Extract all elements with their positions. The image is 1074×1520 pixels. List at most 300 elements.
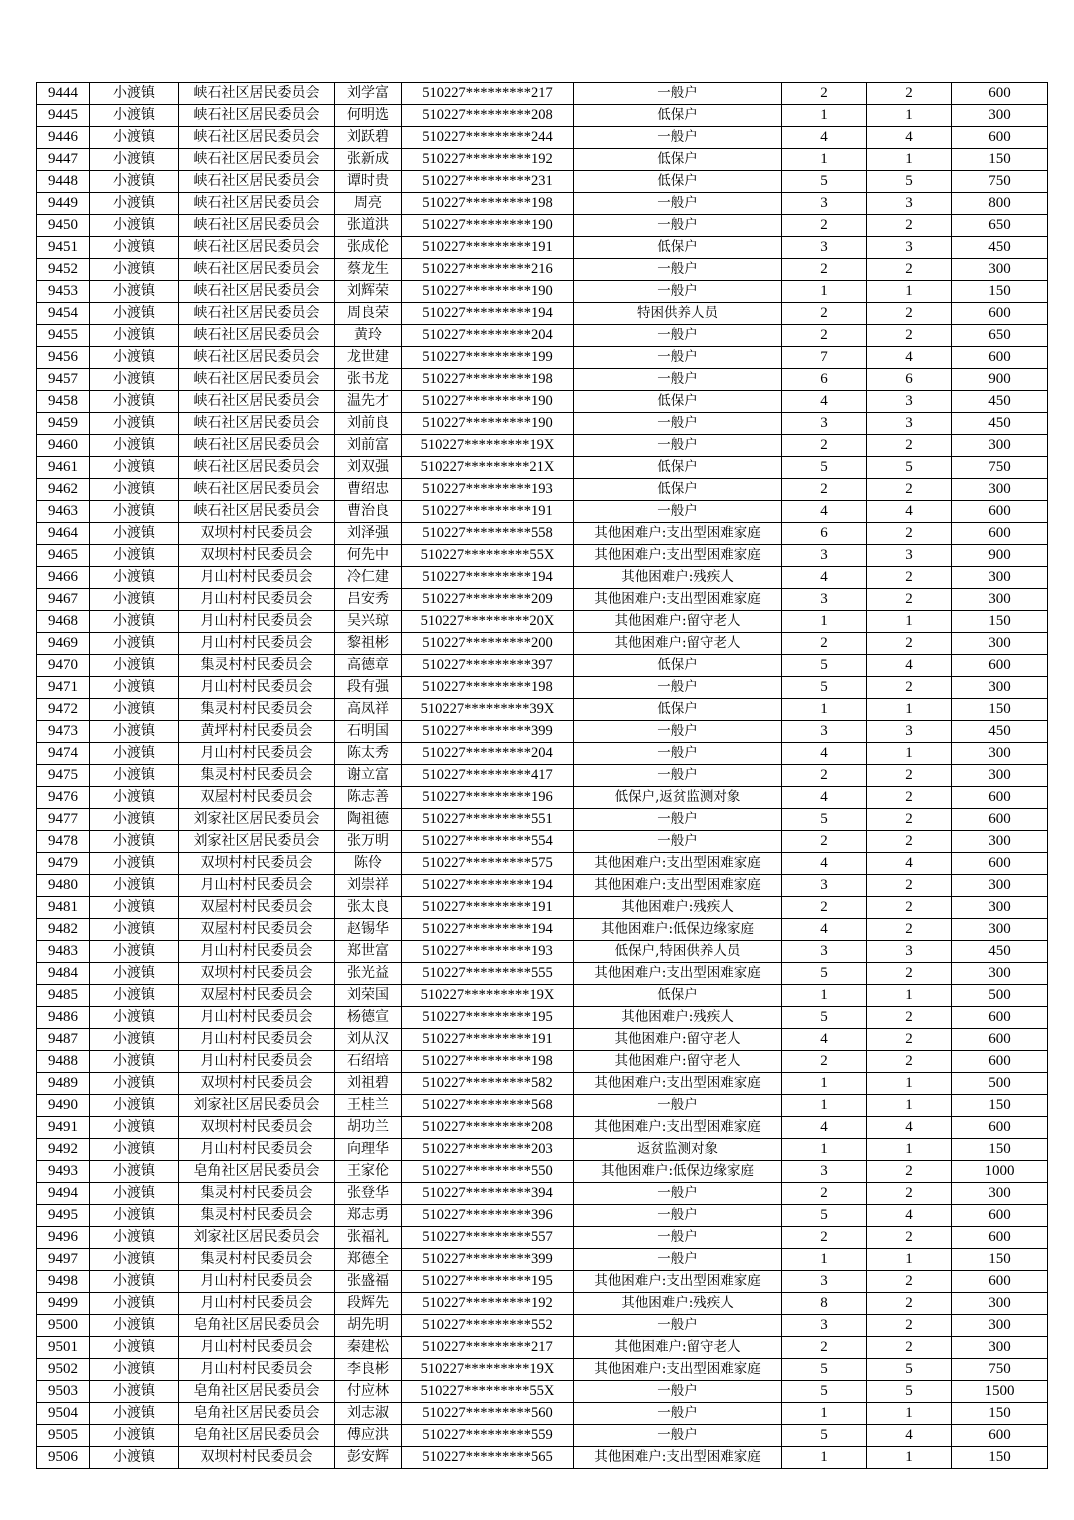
committee-cell: 月山村村民委员会 [179,1337,335,1359]
amount-cell: 300 [952,875,1048,897]
committee-cell: 刘家社区居民委员会 [179,809,335,831]
beneficiary-count-cell: 2 [867,1007,952,1029]
amount-cell: 900 [952,369,1048,391]
table-row [37,831,1048,853]
town-cell: 小渡镇 [90,215,179,237]
household-type-cell: 低保户 [574,985,782,1007]
household-size-cell: 4 [782,853,867,875]
beneficiary-count-cell: 2 [867,1271,952,1293]
amount-cell: 300 [952,1315,1048,1337]
table-row [37,1007,1048,1029]
committee-cell: 集灵村村民委员会 [179,765,335,787]
household-size-cell: 2 [782,479,867,501]
amount-cell: 450 [952,941,1048,963]
table-row [37,677,1048,699]
table-row [37,655,1048,677]
amount-cell: 600 [952,303,1048,325]
town-cell: 小渡镇 [90,457,179,479]
beneficiary-count-cell: 1 [867,1139,952,1161]
name-cell: 刘前良 [335,413,402,435]
household-type-cell: 一般户 [574,765,782,787]
household-type-cell: 一般户 [574,347,782,369]
household-type-cell: 一般户 [574,215,782,237]
amount-cell: 600 [952,127,1048,149]
id-number-cell: 510227*********190 [402,281,574,303]
household-type-cell: 一般户 [574,325,782,347]
name-cell: 陈伶 [335,853,402,875]
table-row [37,435,1048,457]
serial-number-cell: 9490 [37,1095,90,1117]
household-size-cell: 3 [782,1271,867,1293]
id-number-cell: 510227*********20X [402,611,574,633]
town-cell: 小渡镇 [90,897,179,919]
household-size-cell: 2 [782,1337,867,1359]
table-row [37,237,1048,259]
committee-cell: 月山村村民委员会 [179,611,335,633]
table-row [37,963,1048,985]
beneficiary-count-cell: 2 [867,589,952,611]
id-number-cell: 510227*********558 [402,523,574,545]
household-size-cell: 3 [782,1161,867,1183]
serial-number-cell: 9488 [37,1051,90,1073]
id-number-cell: 510227*********195 [402,1007,574,1029]
town-cell: 小渡镇 [90,875,179,897]
town-cell: 小渡镇 [90,369,179,391]
id-number-cell: 510227*********19X [402,1359,574,1381]
id-number-cell: 510227*********209 [402,589,574,611]
household-size-cell: 2 [782,1183,867,1205]
household-type-cell: 其他困难户:留守老人 [574,611,782,633]
committee-cell: 峡石社区居民委员会 [179,457,335,479]
table-row [37,171,1048,193]
household-size-cell: 3 [782,413,867,435]
serial-number-cell: 9497 [37,1249,90,1271]
serial-number-cell: 9454 [37,303,90,325]
committee-cell: 月山村村民委员会 [179,1359,335,1381]
table-row [37,1271,1048,1293]
household-size-cell: 2 [782,1227,867,1249]
household-type-cell: 低保户 [574,171,782,193]
id-number-cell: 510227*********198 [402,1051,574,1073]
household-type-cell: 一般户 [574,281,782,303]
name-cell: 刘泽强 [335,523,402,545]
id-number-cell: 510227*********565 [402,1447,574,1469]
beneficiary-count-cell: 3 [867,545,952,567]
serial-number-cell: 9485 [37,985,90,1007]
household-size-cell: 5 [782,677,867,699]
serial-number-cell: 9502 [37,1359,90,1381]
serial-number-cell: 9476 [37,787,90,809]
beneficiary-count-cell: 1 [867,1403,952,1425]
serial-number-cell: 9451 [37,237,90,259]
serial-number-cell: 9459 [37,413,90,435]
household-type-cell: 低保户 [574,391,782,413]
table-row [37,545,1048,567]
committee-cell: 双坝村村民委员会 [179,545,335,567]
name-cell: 石明国 [335,721,402,743]
serial-number-cell: 9479 [37,853,90,875]
town-cell: 小渡镇 [90,347,179,369]
beneficiary-count-cell: 2 [867,215,952,237]
id-number-cell: 510227*********194 [402,875,574,897]
household-size-cell: 5 [782,809,867,831]
committee-cell: 月山村村民委员会 [179,589,335,611]
serial-number-cell: 9501 [37,1337,90,1359]
amount-cell: 150 [952,699,1048,721]
name-cell: 高凤祥 [335,699,402,721]
household-type-cell: 其他困难户:残疾人 [574,1293,782,1315]
town-cell: 小渡镇 [90,435,179,457]
committee-cell: 月山村村民委员会 [179,1139,335,1161]
serial-number-cell: 9503 [37,1381,90,1403]
serial-number-cell: 9495 [37,1205,90,1227]
household-size-cell: 2 [782,633,867,655]
beneficiary-count-cell: 4 [867,1117,952,1139]
id-number-cell: 510227*********204 [402,743,574,765]
beneficiary-count-cell: 2 [867,1315,952,1337]
household-size-cell: 5 [782,171,867,193]
household-type-cell: 其他困难户:支出型困难家庭 [574,589,782,611]
id-number-cell: 510227*********19X [402,985,574,1007]
household-type-cell: 低保户 [574,655,782,677]
serial-number-cell: 9478 [37,831,90,853]
id-number-cell: 510227*********399 [402,721,574,743]
town-cell: 小渡镇 [90,523,179,545]
serial-number-cell: 9448 [37,171,90,193]
beneficiary-count-cell: 2 [867,633,952,655]
amount-cell: 600 [952,655,1048,677]
town-cell: 小渡镇 [90,1007,179,1029]
beneficiary-count-cell: 3 [867,193,952,215]
committee-cell: 月山村村民委员会 [179,1271,335,1293]
table-row [37,369,1048,391]
amount-cell: 300 [952,1293,1048,1315]
household-type-cell: 一般户 [574,1315,782,1337]
beneficiary-count-cell: 2 [867,677,952,699]
household-size-cell: 5 [782,1359,867,1381]
beneficiary-count-cell: 4 [867,655,952,677]
table-row [37,567,1048,589]
beneficiary-count-cell: 4 [867,127,952,149]
town-cell: 小渡镇 [90,589,179,611]
name-cell: 张万明 [335,831,402,853]
household-type-cell: 一般户 [574,413,782,435]
table-row [37,1205,1048,1227]
household-size-cell: 5 [782,1425,867,1447]
id-number-cell: 510227*********198 [402,677,574,699]
household-type-cell: 其他困难户:留守老人 [574,1029,782,1051]
amount-cell: 450 [952,721,1048,743]
amount-cell: 150 [952,149,1048,171]
household-table [36,82,1048,1469]
id-number-cell: 510227*********582 [402,1073,574,1095]
town-cell: 小渡镇 [90,699,179,721]
household-size-cell: 3 [782,589,867,611]
name-cell: 蔡龙生 [335,259,402,281]
serial-number-cell: 9472 [37,699,90,721]
amount-cell: 1000 [952,1161,1048,1183]
household-type-cell: 低保户,返贫监测对象 [574,787,782,809]
table-row [37,1117,1048,1139]
serial-number-cell: 9458 [37,391,90,413]
household-type-cell: 低保户 [574,237,782,259]
household-type-cell: 其他困难户:留守老人 [574,1337,782,1359]
amount-cell: 600 [952,853,1048,875]
id-number-cell: 510227*********555 [402,963,574,985]
table-row [37,193,1048,215]
id-number-cell: 510227*********244 [402,127,574,149]
table-row [37,1095,1048,1117]
serial-number-cell: 9470 [37,655,90,677]
name-cell: 王桂兰 [335,1095,402,1117]
amount-cell: 750 [952,171,1048,193]
serial-number-cell: 9446 [37,127,90,149]
name-cell: 郑德全 [335,1249,402,1271]
household-type-cell: 一般户 [574,677,782,699]
beneficiary-count-cell: 1 [867,611,952,633]
id-number-cell: 510227*********204 [402,325,574,347]
id-number-cell: 510227*********194 [402,919,574,941]
committee-cell: 双屋村村民委员会 [179,919,335,941]
id-number-cell: 510227*********191 [402,1029,574,1051]
household-size-cell: 2 [782,325,867,347]
name-cell: 曹治良 [335,501,402,523]
beneficiary-count-cell: 1 [867,1447,952,1469]
household-size-cell: 5 [782,1205,867,1227]
household-size-cell: 1 [782,611,867,633]
town-cell: 小渡镇 [90,1183,179,1205]
table-body [37,83,1048,1469]
amount-cell: 450 [952,391,1048,413]
household-type-cell: 低保户,特困供养人员 [574,941,782,963]
beneficiary-count-cell: 1 [867,743,952,765]
id-number-cell: 510227*********208 [402,105,574,127]
beneficiary-count-cell: 2 [867,1337,952,1359]
household-type-cell: 其他困难户:支出型困难家庭 [574,875,782,897]
amount-cell: 600 [952,1227,1048,1249]
id-number-cell: 510227*********399 [402,1249,574,1271]
town-cell: 小渡镇 [90,281,179,303]
name-cell: 刘志淑 [335,1403,402,1425]
town-cell: 小渡镇 [90,985,179,1007]
beneficiary-count-cell: 4 [867,1425,952,1447]
amount-cell: 800 [952,193,1048,215]
household-size-cell: 5 [782,1007,867,1029]
town-cell: 小渡镇 [90,325,179,347]
beneficiary-count-cell: 3 [867,413,952,435]
table-row [37,589,1048,611]
name-cell: 刘学富 [335,83,402,105]
serial-number-cell: 9460 [37,435,90,457]
id-number-cell: 510227*********191 [402,501,574,523]
household-type-cell: 其他困难户:支出型困难家庭 [574,853,782,875]
amount-cell: 300 [952,567,1048,589]
name-cell: 石绍培 [335,1051,402,1073]
beneficiary-count-cell: 2 [867,765,952,787]
committee-cell: 月山村村民委员会 [179,743,335,765]
id-number-cell: 510227*********217 [402,1337,574,1359]
household-type-cell: 一般户 [574,809,782,831]
id-number-cell: 510227*********203 [402,1139,574,1161]
town-cell: 小渡镇 [90,611,179,633]
amount-cell: 150 [952,611,1048,633]
town-cell: 小渡镇 [90,1029,179,1051]
household-type-cell: 其他困难户:支出型困难家庭 [574,545,782,567]
table-row [37,1139,1048,1161]
household-type-cell: 其他困难户:留守老人 [574,1051,782,1073]
id-number-cell: 510227*********55X [402,1381,574,1403]
household-size-cell: 2 [782,435,867,457]
committee-cell: 刘家社区居民委员会 [179,1095,335,1117]
town-cell: 小渡镇 [90,501,179,523]
beneficiary-count-cell: 2 [867,1051,952,1073]
town-cell: 小渡镇 [90,743,179,765]
amount-cell: 600 [952,1271,1048,1293]
household-size-cell: 4 [782,743,867,765]
serial-number-cell: 9449 [37,193,90,215]
committee-cell: 峡石社区居民委员会 [179,303,335,325]
amount-cell: 1500 [952,1381,1048,1403]
amount-cell: 300 [952,1183,1048,1205]
amount-cell: 150 [952,1403,1048,1425]
name-cell: 段有强 [335,677,402,699]
id-number-cell: 510227*********193 [402,479,574,501]
name-cell: 刘祖碧 [335,1073,402,1095]
serial-number-cell: 9492 [37,1139,90,1161]
table-row [37,1183,1048,1205]
serial-number-cell: 9461 [37,457,90,479]
amount-cell: 300 [952,633,1048,655]
amount-cell: 300 [952,919,1048,941]
id-number-cell: 510227*********191 [402,897,574,919]
household-size-cell: 3 [782,941,867,963]
household-size-cell: 2 [782,765,867,787]
household-size-cell: 3 [782,545,867,567]
household-type-cell: 其他困难户:支出型困难家庭 [574,523,782,545]
town-cell: 小渡镇 [90,545,179,567]
name-cell: 陈太秀 [335,743,402,765]
household-type-cell: 其他困难户:支出型困难家庭 [574,1271,782,1293]
table-row [37,413,1048,435]
household-size-cell: 2 [782,303,867,325]
household-type-cell: 其他困难户:支出型困难家庭 [574,963,782,985]
household-type-cell: 其他困难户:低保边缘家庭 [574,919,782,941]
committee-cell: 月山村村民委员会 [179,1293,335,1315]
committee-cell: 峡石社区居民委员会 [179,479,335,501]
town-cell: 小渡镇 [90,655,179,677]
town-cell: 小渡镇 [90,105,179,127]
table-row [37,1227,1048,1249]
beneficiary-count-cell: 5 [867,457,952,479]
committee-cell: 月山村村民委员会 [179,941,335,963]
committee-cell: 双屋村村民委员会 [179,787,335,809]
beneficiary-count-cell: 3 [867,237,952,259]
name-cell: 傅应洪 [335,1425,402,1447]
name-cell: 杨德宣 [335,1007,402,1029]
town-cell: 小渡镇 [90,413,179,435]
household-type-cell: 一般户 [574,721,782,743]
name-cell: 张新成 [335,149,402,171]
amount-cell: 150 [952,1249,1048,1271]
name-cell: 郑志勇 [335,1205,402,1227]
beneficiary-count-cell: 4 [867,501,952,523]
serial-number-cell: 9493 [37,1161,90,1183]
beneficiary-count-cell: 1 [867,1095,952,1117]
id-number-cell: 510227*********417 [402,765,574,787]
household-type-cell: 一般户 [574,1425,782,1447]
amount-cell: 750 [952,457,1048,479]
committee-cell: 皂角社区居民委员会 [179,1315,335,1337]
serial-number-cell: 9447 [37,149,90,171]
id-number-cell: 510227*********198 [402,193,574,215]
amount-cell: 600 [952,523,1048,545]
household-type-cell: 一般户 [574,1205,782,1227]
serial-number-cell: 9475 [37,765,90,787]
beneficiary-count-cell: 1 [867,985,952,1007]
name-cell: 彭安辉 [335,1447,402,1469]
town-cell: 小渡镇 [90,1161,179,1183]
amount-cell: 600 [952,1425,1048,1447]
committee-cell: 刘家社区居民委员会 [179,1227,335,1249]
beneficiary-count-cell: 5 [867,1381,952,1403]
serial-number-cell: 9474 [37,743,90,765]
amount-cell: 150 [952,1139,1048,1161]
amount-cell: 650 [952,325,1048,347]
town-cell: 小渡镇 [90,149,179,171]
id-number-cell: 510227*********568 [402,1095,574,1117]
name-cell: 张太良 [335,897,402,919]
name-cell: 刘前富 [335,435,402,457]
town-cell: 小渡镇 [90,1205,179,1227]
committee-cell: 皂角社区居民委员会 [179,1425,335,1447]
beneficiary-count-cell: 2 [867,325,952,347]
name-cell: 付应林 [335,1381,402,1403]
town-cell: 小渡镇 [90,633,179,655]
amount-cell: 300 [952,589,1048,611]
town-cell: 小渡镇 [90,809,179,831]
town-cell: 小渡镇 [90,1095,179,1117]
town-cell: 小渡镇 [90,303,179,325]
name-cell: 高德章 [335,655,402,677]
name-cell: 郑世富 [335,941,402,963]
table-row [37,1337,1048,1359]
name-cell: 王家伦 [335,1161,402,1183]
table-row [37,1403,1048,1425]
town-cell: 小渡镇 [90,259,179,281]
beneficiary-count-cell: 2 [867,897,952,919]
name-cell: 张登华 [335,1183,402,1205]
household-size-cell: 2 [782,259,867,281]
town-cell: 小渡镇 [90,919,179,941]
amount-cell: 300 [952,677,1048,699]
table-row [37,1293,1048,1315]
id-number-cell: 510227*********559 [402,1425,574,1447]
household-size-cell: 1 [782,149,867,171]
table-row [37,897,1048,919]
committee-cell: 双坝村村民委员会 [179,1073,335,1095]
table-row [37,83,1048,105]
serial-number-cell: 9499 [37,1293,90,1315]
beneficiary-count-cell: 2 [867,1029,952,1051]
town-cell: 小渡镇 [90,853,179,875]
id-number-cell: 510227*********190 [402,215,574,237]
name-cell: 张盛福 [335,1271,402,1293]
name-cell: 周亮 [335,193,402,215]
household-size-cell: 1 [782,1073,867,1095]
table-row [37,149,1048,171]
name-cell: 刘荣国 [335,985,402,1007]
serial-number-cell: 9491 [37,1117,90,1139]
